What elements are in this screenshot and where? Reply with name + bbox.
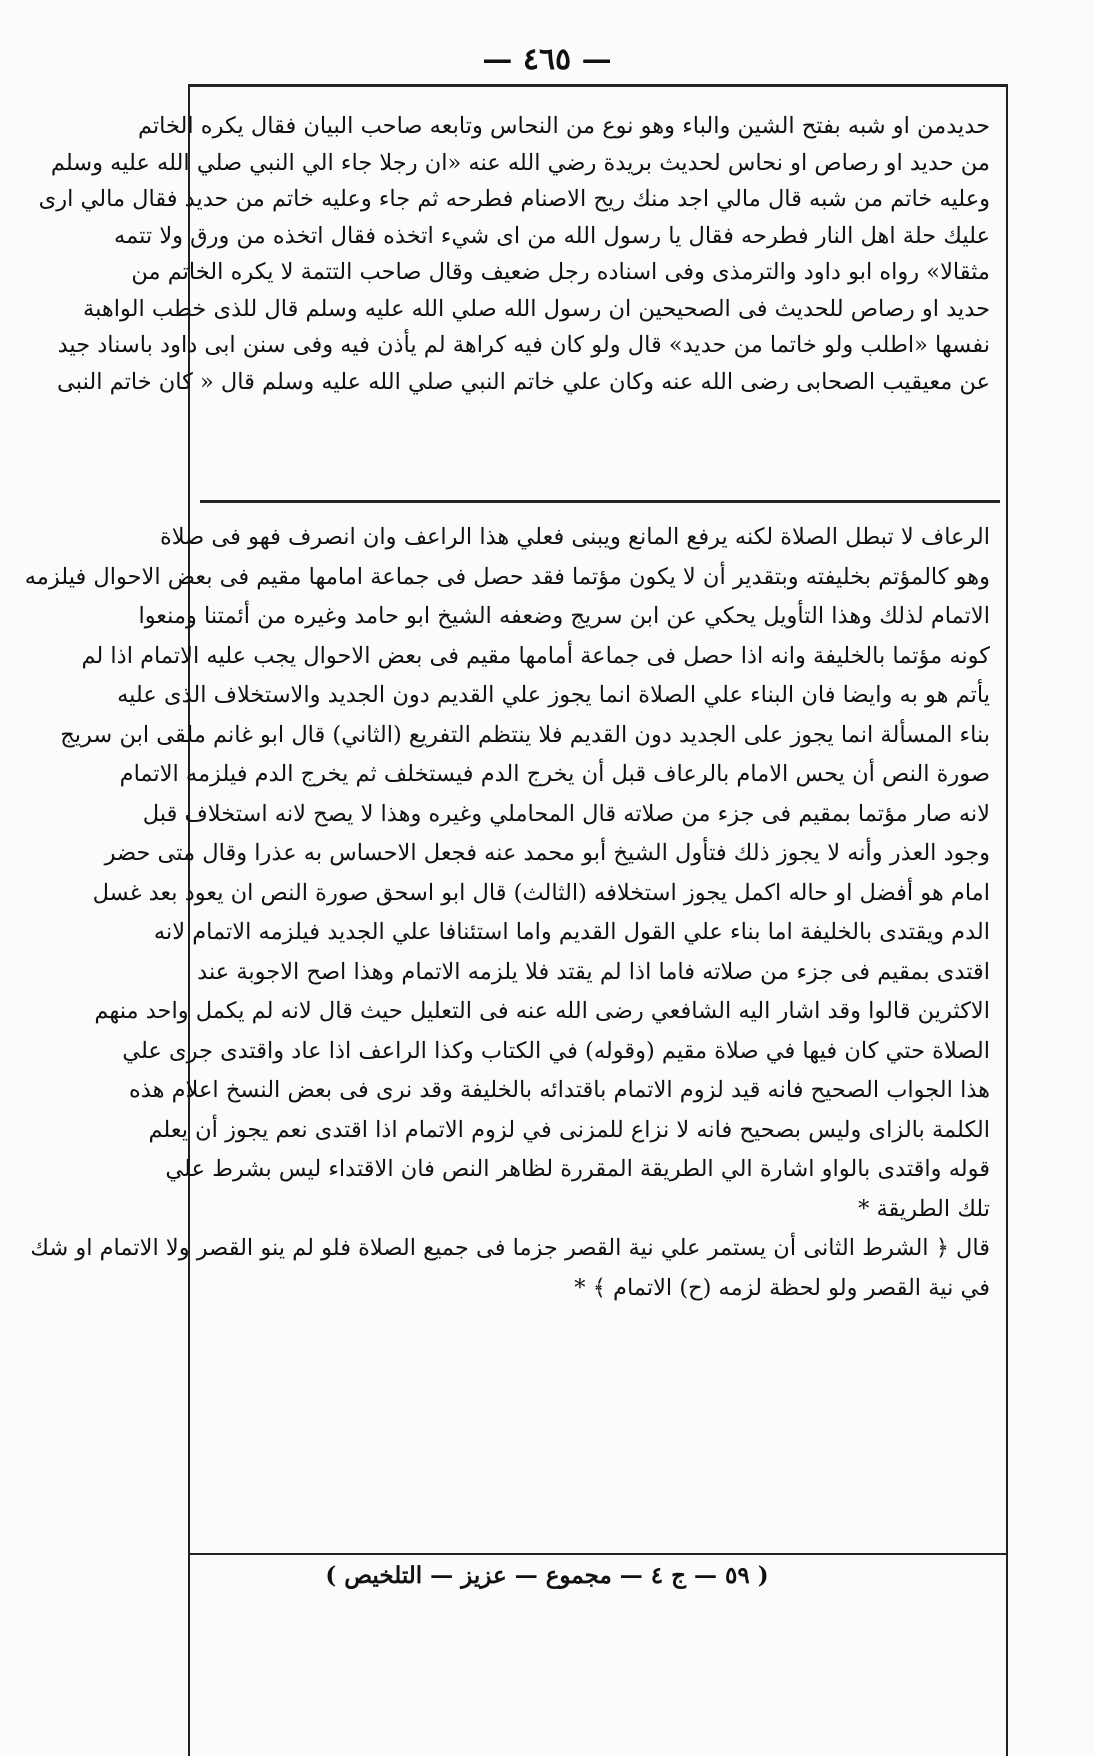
text-line: الرعاف لا تبطل الصلاة لكنه يرفع المانع ويبنى فعلي هذا الراعف وان انصرف فهو فى صلاة	[159, 524, 990, 550]
text-line: هذا الجواب الصحيح فانه قيد لزوم الاتمام باقتدائه بالخليفة وقد نرى فى بعض النسخ اعلام هذه	[129, 1077, 990, 1103]
commentary-line: مثقالا» رواه ابو داود والترمذى وفى اسناده رجل ضعيف وقال صاحب التتمة لا يكره الخاتم من	[131, 259, 990, 285]
text-line: الاتمام لذلك وهذا التأويل يحكي عن ابن سريج وضعفه الشيخ ابو حامد وغيره من أئمتنا ومنعوا	[138, 603, 990, 629]
footer-signature: ( ٥٩ — ج ٤ — مجموع — عزيز — التلخيص )	[325, 1562, 769, 1589]
text-line: قال ﴿ الشرط الثانى أن يستمر علي نية القصر جزما فى جميع الصلاة فلو لم ينو القصر ولا الاتمام او شك	[30, 1235, 990, 1261]
text-line: وجود العذر وأنه لا يجوز ذلك فتأول الشيخ أبو محمد عنه فجعل الاحساس به عذرا وقال متى حضر	[104, 840, 990, 866]
commentary-line: حديدمن او شبه بفتح الشين والباء وهو نوع من النحاس وتابعه صاحب البيان فقال يكره الخاتم	[137, 113, 990, 139]
commentary-line: عن معيقيب الصحابى رضى الله عنه وكان علي خاتم النبي صلي الله عليه وسلم قال « كان خاتم النبى	[57, 368, 990, 395]
text-line: تلك الطريقة *	[858, 1195, 990, 1222]
commentary-line: نفسها «اطلب ولو خاتما من حديد» قال ولو كان فيه كراهة لم يأذن فيه وفى سنن ابى داود باسناد جيد	[57, 332, 990, 358]
text-line: يأتم هو به وايضا فان البناء علي الصلاة انما يجوز علي القديم دون الجديد والاستخلاف الذى عليه	[117, 682, 990, 708]
text-line: كونه مؤتما بالخليفة وانه اذا حصل فى جماعة أمامها مقيم فى بعض الاحوال يجب عليه الاتمام اذا لم	[81, 642, 990, 669]
page-number: — ٤٦٥ —	[482, 42, 612, 77]
text-line: امام هو أفضل او حاله اكمل يجوز استخلافه (الثالث) قال ابو اسحق صورة النص ان يعود بعد غسل	[92, 879, 990, 906]
text-line: وهو كالمؤتم بخليفته وبتقدير أن لا يكون مؤتما فقد حصل فى جماعة امامها مقيم فى بعض الاحوال فيلزمه	[24, 563, 990, 590]
commentary-line: وعليه خاتم من شبه قال مالي اجد منك ريح الاصنام فطرحه ثم جاء وعليه خاتم من حديد فقال مالي ارى	[38, 186, 990, 212]
text-line: صورة النص أن يحس الامام بالرعاف قبل أن يخرج الدم فيستخلف ثم يخرج الدم فيلزمه الاتمام	[119, 761, 990, 787]
text-line: الدم ويقتدى بالخليفة اما بناء علي القول القديم واما استئنافا علي الجديد فيلزمه الاتمام لانه	[153, 919, 990, 945]
text-line: لانه صار مؤتما بمقيم فى جزء من صلاته قال المحاملي وغيره وهذا لا يصح لانه استخلاف قبل	[142, 800, 990, 827]
main-text-block	[24, 518, 990, 1308]
section-divider	[200, 500, 1000, 503]
text-line: قوله واقتدى بالواو اشارة الي الطريقة المقررة لظاهر النص فان الاقتداء ليس بشرط علي	[165, 1156, 990, 1182]
text-line: اقتدى بمقيم فى جزء من صلاته فاما اذا لم يقتد فلا يلزمه الاتمام وهذا اصح الاجوبة عند	[197, 958, 990, 985]
commentary-block	[38, 108, 990, 400]
commentary-line: عليك حلة اهل النار فطرحه فقال يا رسول الله من اى شيء اتخذه فقال اتخذه من ورق ولا تتمه	[114, 222, 990, 249]
text-line: الاكثرين قالوا وقد اشار اليه الشافعي رضى الله عنه فى التعليل حيث قال لانه لم يكمل واحد منهم	[94, 998, 990, 1024]
commentary-line: حديد او رصاص للحديث فى الصحيحين ان رسول الله صلي الله عليه وسلم قال للذى خطب الواهبة	[83, 295, 990, 322]
frame-top-rule	[188, 84, 1008, 87]
text-line: الصلاة حتي كان فيها في صلاة مقيم (وقوله) في الكتاب وكذا الراعف اذا عاد واقتدى جرى علي	[122, 1037, 990, 1064]
text-line: في نية القصر ولو لحظة لزمه (ح) الاتمام ﴾ *	[574, 1274, 990, 1301]
frame-right-rule	[1006, 84, 1008, 1756]
text-line: بناء المسألة انما يجوز على الجديد دون القديم فلا ينتظم التفريع (الثاني) قال ابو غانم ملقى ابن سريج	[60, 721, 990, 748]
commentary-line: من حديد او رصاص او نحاس لحديث بريدة رضي الله عنه «ان رجلا جاء الي النبي صلي الله عليه وسلم	[50, 149, 990, 176]
frame-bottom-rule	[188, 1553, 1008, 1555]
text-line: الكلمة بالزاى وليس بصحيح فانه لا نزاع للمزنى في لزوم الاتمام اذا اقتدى نعم يجوز أن يعلم	[148, 1116, 990, 1143]
